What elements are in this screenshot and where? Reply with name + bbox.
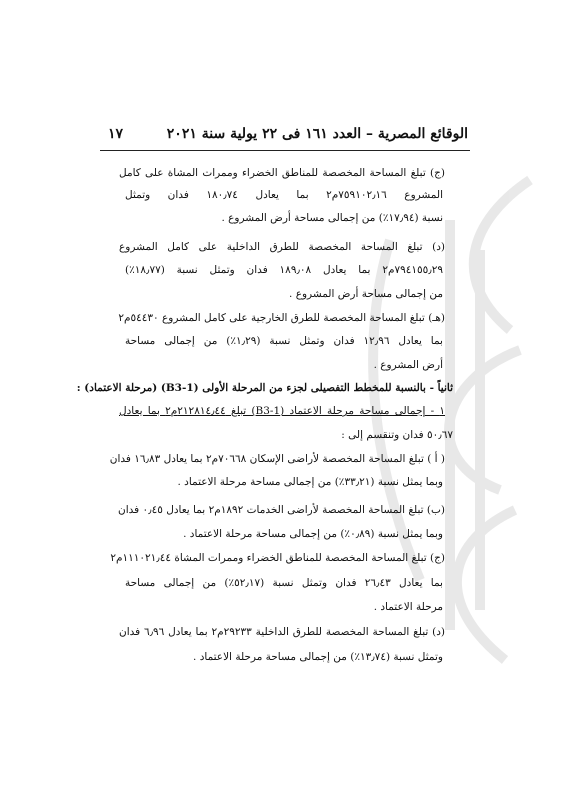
page-header — [108, 124, 468, 148]
body-line: بما يعادل ٢٦٫٤٣ فدان وتمثل نسبة (٥٢٫١٧٪) من إجمالى مساحة — [125, 577, 443, 589]
header-rule — [100, 150, 470, 151]
body-line: وبما يمثل نسبة (٣٣٫٢١٪) من إجمالى مساحة مرحلة الاعتماد . — [177, 476, 443, 488]
page-number: ١٧ — [108, 126, 124, 142]
body-line: المشروع ٧٥٩١٠٢٫١٦م٢ بما يعادل ١٨٠٫٧٤ فدان وتمثل — [125, 189, 443, 201]
body-line: بما يعادل ١٢٫٩٦ فدان وتمثل نسبة (١٫٢٩٪) من إجمالى مساحة — [125, 335, 443, 347]
body-line: نسبة (١٧٫٩٤٪) من إجمالى مساحة أرض المشروع . — [221, 212, 443, 224]
body-line: وبما يمثل نسبة (٠٫٨٩٪) من إجمالى مساحة مرحلة الاعتماد . — [183, 528, 443, 540]
body-line: من إجمالى مساحة أرض المشروع . — [289, 288, 443, 300]
gazette-title: الوقائع المصرية – العدد ١٦١ فى ٢٢ يولية سنة ٢٠٢١ — [166, 126, 468, 142]
body-line: ( أ ) تبلغ المساحة المخصصة لأراضى الإسكان ٧٠٦٦٨م٢ بما يعادل ١٦٫٨٣ فدان — [109, 453, 445, 465]
body-line: (ب) تبلغ المساحة المخصصة لأراضى الخدمات ١٨٩٢م٢ بما يعادل ٠٫٤٥ فدان — [118, 504, 445, 516]
body-line: (ج) تبلغ المساحة المخصصة للمناطق الخضراء وممرات المشاة ١١١٠٢١٫٤٤م٢ — [110, 552, 445, 564]
section-heading: ثانياً - بالنسبة للمخطط التفصيلى لجزء من المرحلة الأولى (B3-1) (مرحلة الاعتماد) : — [76, 382, 453, 394]
body-line: ١ - إجمالى مساحة مرحلة الاعتماد (B3-1) تبلغ ٢١٢٨١٤٫٤٤م٢ بما يعادل — [119, 405, 445, 417]
body-line: ٧٩٤١٥٥٫٢٩م٢ بما يعادل ١٨٩٫٠٨ فدان وتمثل نسبة (١٨٫٧٧٪) — [125, 264, 443, 276]
body-line: ٥٠٫٦٧ فدان وتنقسم إلى : — [341, 429, 453, 441]
body-line: وتمثل نسبة (١٣٫٧٤٪) من إجمالى مساحة مرحلة الاعتماد . — [193, 651, 443, 663]
body-line: (د) تبلغ المساحة المخصصة للطرق الداخلية ٢٩٢٣٣م٢ بما يعادل ٦٫٩٦ فدان — [119, 626, 445, 638]
body-line: أرض المشروع . — [373, 359, 443, 371]
body-line: مرحلة الاعتماد . — [373, 601, 443, 613]
body-line: (هـ) تبلغ المساحة المخصصة للطرق الخارجية على كامل المشروع ٥٤٤٣٠م٢ — [118, 312, 445, 324]
body-line: (ج) تبلغ المساحة المخصصة للمناطق الخضراء وممرات المشاة على كامل — [119, 167, 445, 179]
body-line: (د) تبلغ المساحة المخصصة للطرق الداخلية على كامل المشروع — [119, 241, 445, 253]
